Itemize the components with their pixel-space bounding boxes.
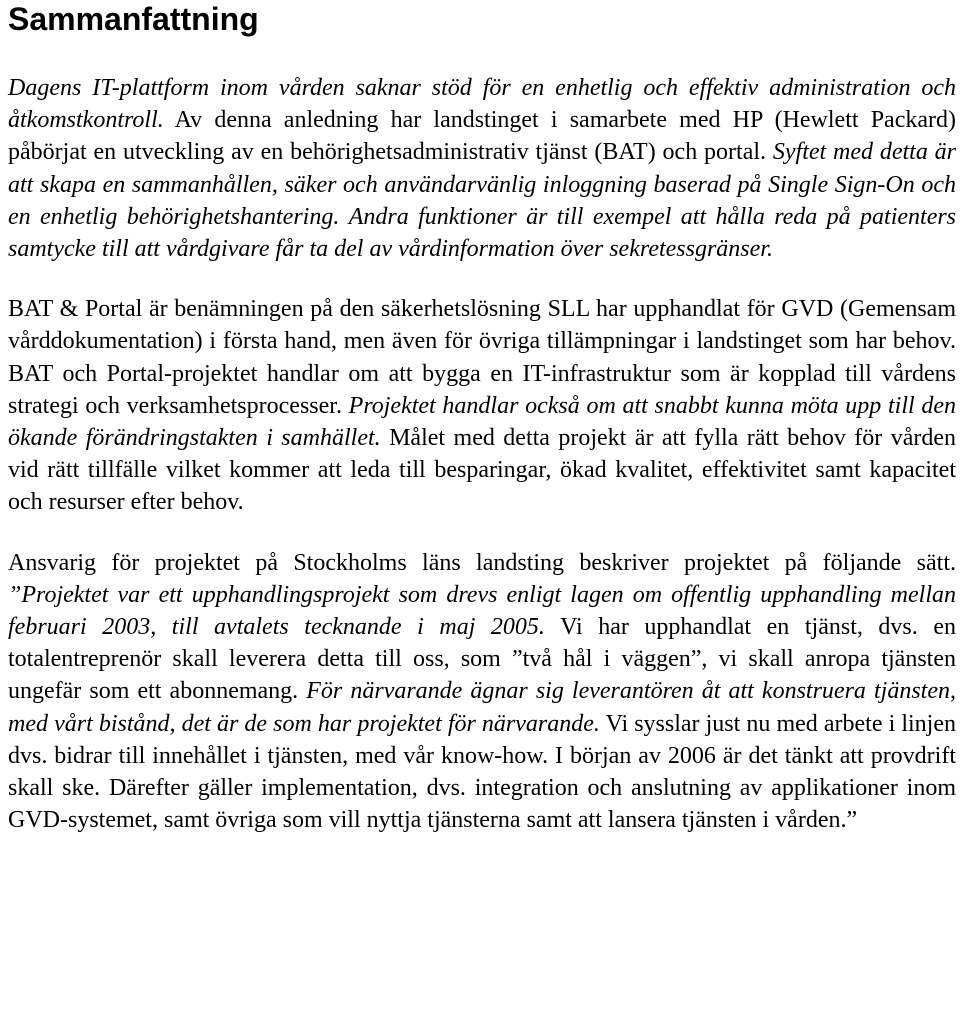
paragraph-summary-intro <box>8 72 956 265</box>
sentence: BAT och Portal-projektet handlar om att bygga en IT-infrastruktur som är kopplad till vårdens strategi och verksamhetsprocesser. <box>8 360 956 419</box>
sentence: Syftet med detta är att skapa en sammanhållen, säker och användarvänlig inloggning baserad på Single Sign-On och en enhetlig behörighetshantering. <box>8 139 957 230</box>
sentence: Andra funktioner är till exempel att hålla reda på patienters samtycke till att vårdgivare får ta del av vårdinformation över sekretessgränser. <box>8 203 957 263</box>
sentence: Vi sysslar just nu med arbete i linjen dvs. bidrar till innehållet i tjänsten, med vår know-how. <box>8 710 956 769</box>
sentence: Målet med detta projekt är att fylla rätt behov för vården vid rätt tillfälle vilket kommer att leda till besparingar, ökad kvalitet, effektivitet samt kapacitet och resurser efter behov. <box>8 425 957 516</box>
sentence: Av denna anledning har landstinget i samarbete med HP (Hewlett Packard) påbörjat en utveckling av en behörighetsadministrativ tjänst (BAT) och portal. <box>8 107 956 166</box>
paragraph-bat-portal <box>8 293 956 518</box>
document-page <box>8 0 956 836</box>
sentence: Projektet handlar också om att snabbt kunna möta upp till den ökande förändringstakten i samhället. <box>8 392 957 452</box>
page-title: Sammanfattning <box>8 1 259 37</box>
paragraph-project-quote <box>8 547 956 837</box>
sentence: Vi har upphandlat en tjänst, dvs. en totalentreprenör skall leverera detta till oss, som ”två hål i väggen”, vi skall anropa tjänsten ungefär som ett abonnemang. <box>8 614 956 705</box>
sentence: Dagens IT-plattform inom vården saknar stöd för en enhetlig och effektiv administration och åtkomstkontroll. <box>8 75 956 134</box>
sentence: ”Projektet var ett upphandlingsprojekt som drevs enligt lagen om offentlig upphandling mellan februari 2003, till avtalets tecknande i maj 2005. <box>8 581 956 641</box>
sentence: För närvarande ägnar sig leverantören åt att konstruera tjänsten, med vårt bistånd, det är de som har projektet för närvarande. <box>8 678 957 737</box>
sentence: Därefter gäller implementation, dvs. integration och anslutning av applikationer inom GVD-systemet, samt övriga som vill nyttja tjänsterna samt att lansera tjänsten i vården.” <box>8 775 957 834</box>
sentence: I början av 2006 är det tänkt att provdrift skall ske. <box>8 742 957 802</box>
sentence: BAT & Portal är benämningen på den säkerhetslösning SLL har upphandlat för GVD (Gemensam vårddokumentation) i första hand, men även för övriga tillämpningar i landstinget som har behov. <box>8 296 956 355</box>
sentence: Ansvarig för projektet på Stockholms läns landsting beskriver projektet på följande sätt. <box>8 549 956 576</box>
